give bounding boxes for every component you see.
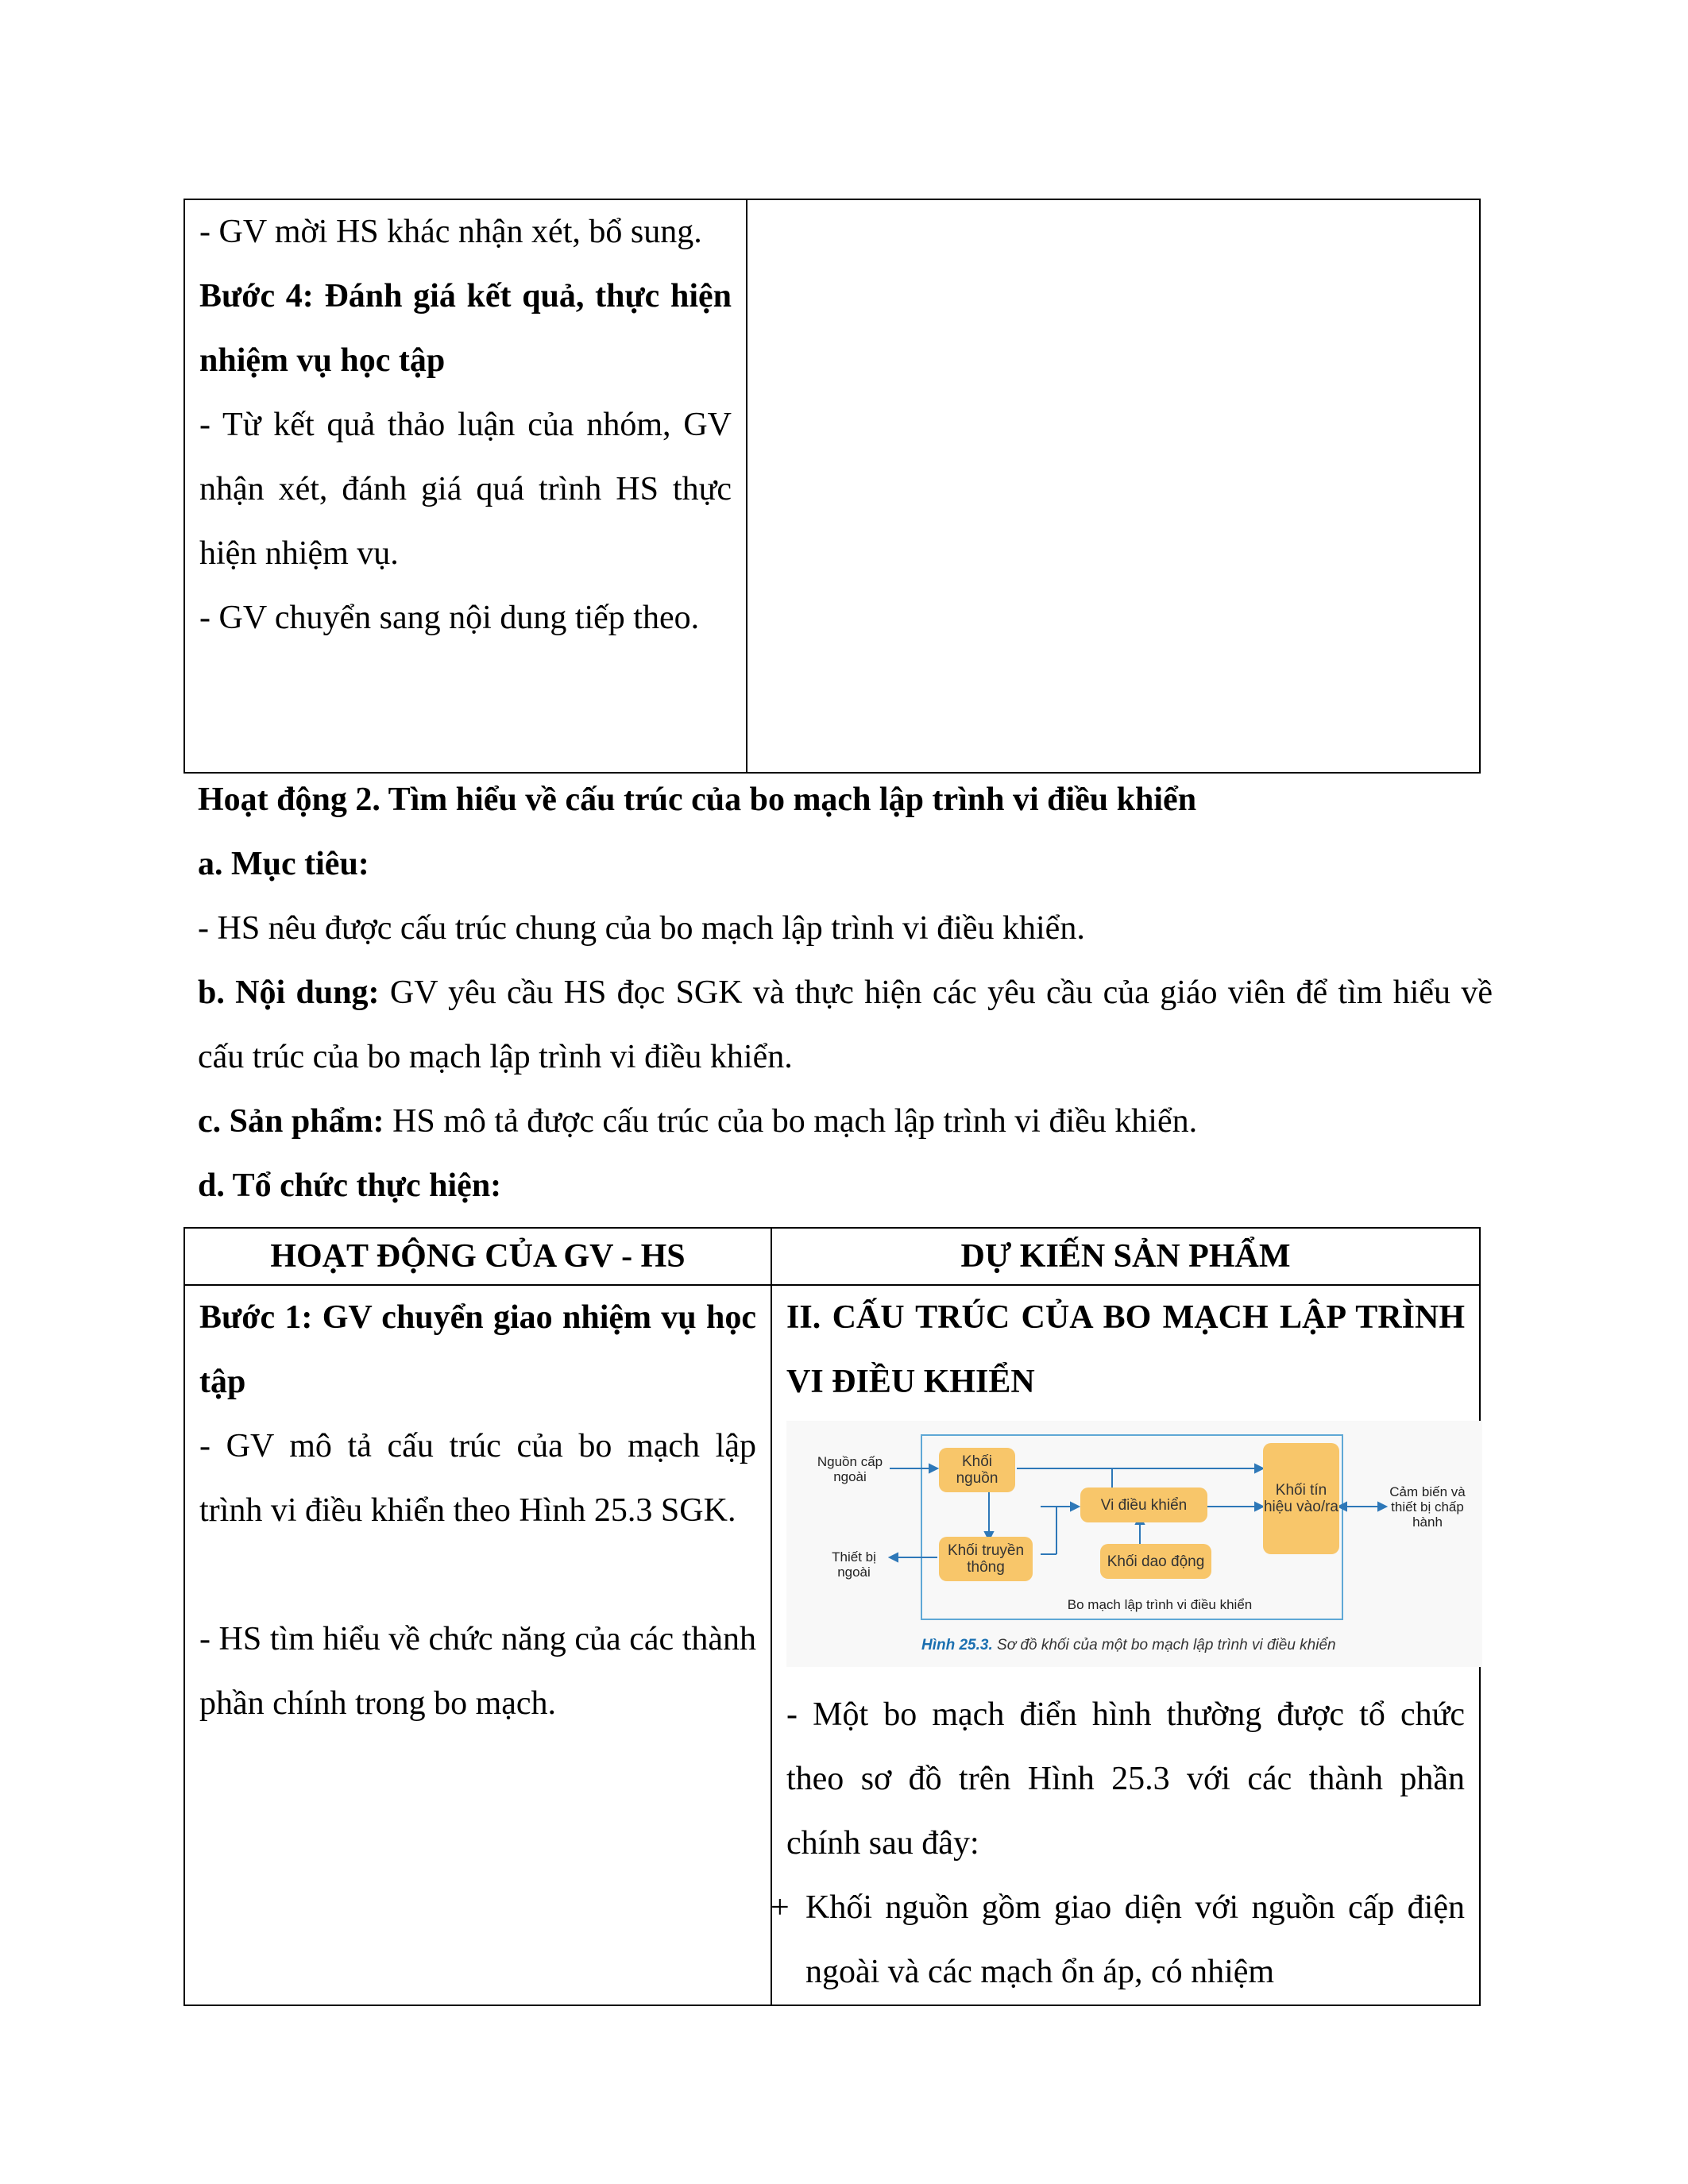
oscillator-block: Khối dao động — [1100, 1544, 1211, 1579]
left-body-cell — [184, 1285, 771, 2005]
comm-block: Khối truyền thông — [939, 1537, 1033, 1581]
sensor-actuator-label: Cảm biến và thiết bị chấp hành — [1389, 1484, 1466, 1530]
board-label: Bo mạch lập trình vi điều khiển — [1067, 1597, 1253, 1612]
bullet-power-block — [771, 1876, 1465, 2005]
power-block-text: Khối nguồn gồm giao diện với nguồn cấp điện ngoài và các mạch ổn áp, có nhiệm — [805, 1889, 1465, 1990]
header-expected-product: DỰ KIẾN SẢN PHẨM — [771, 1228, 1480, 1285]
product-paragraph — [198, 1090, 1493, 1154]
figure-number: Hình 25.3. — [921, 1637, 993, 1653]
continued-left-cell — [184, 199, 747, 773]
ext-power-label: Nguồn cấp ngoài — [817, 1454, 883, 1484]
figure-caption — [921, 1637, 1336, 1654]
continued-right-cell — [747, 199, 1480, 773]
objective-text: - HS nêu được cấu trúc chung của bo mạch lập trình vi điều khiển. — [198, 910, 1085, 947]
step4-text-1: - Từ kết quả thảo luận của nhóm, GV nhận xét, đánh giá quá trình HS thực hiện nhiệm vụ. — [199, 407, 732, 572]
power-block: Khối nguồn — [939, 1448, 1015, 1492]
ext-device-label: Thiết bị ngoài — [832, 1549, 876, 1580]
figure-caption-text: Sơ đồ khối của một bo mạch lập trình vi điều khiển — [992, 1637, 1336, 1653]
content-label: b. Nội dung: — [198, 974, 380, 1011]
step1-heading: Bước 1: GV chuyển giao nhiệm vụ học tập — [199, 1299, 756, 1400]
content-text: GV yêu cầu HS đọc SGK và thực hiện các yêu cầu của giáo viên để tìm hiểu về cấu trúc của bo mạch lập trình vi điều khiển. — [198, 974, 1493, 1075]
bullet-marker: + — [771, 1889, 790, 1926]
step4-heading: Bước 4: Đánh giá kết quả, thực hiện nhiệm vụ học tập — [199, 278, 732, 379]
activity-table — [183, 1227, 1481, 2006]
right-body-cell — [771, 1285, 1480, 2005]
io-block: Khối tín hiệu vào/ra — [1263, 1443, 1339, 1554]
header-teacher-student: HOẠT ĐỘNG CỦA GV - HS — [184, 1228, 771, 1285]
teacher-describe-text: - GV mô tả cấu trúc của bo mạch lập trình vi điều khiển theo Hình 25.3 SGK. — [199, 1428, 756, 1529]
activity-title: Hoạt động 2. Tìm hiểu về cấu trúc của bo mạch lập trình vi điều khiển — [198, 781, 1197, 818]
mcu-block: Vi điều khiển — [1080, 1488, 1207, 1522]
content-paragraph — [198, 961, 1493, 1090]
structure-heading: II. CẤU TRÚC CỦA BO MẠCH LẬP TRÌNH VI ĐIỀU KHIỂN — [786, 1299, 1465, 1400]
student-research-text: - HS tìm hiểu về chức năng của các thành phần chính trong bo mạch. — [199, 1621, 756, 1722]
product-label: c. Sản phẩm: — [198, 1103, 384, 1140]
block-diagram-figure — [786, 1421, 1482, 1667]
objective-label: a. Mục tiêu: — [198, 846, 369, 882]
organize-label: d. Tổ chức thực hiện: — [198, 1167, 502, 1204]
continued-table — [183, 199, 1481, 774]
activity-section — [198, 768, 1493, 1218]
step4-text-2: - GV chuyển sang nội dung tiếp theo. — [199, 600, 700, 636]
product-text: HS mô tả được cấu trúc của bo mạch lập trình vi điều khiển. — [384, 1103, 1198, 1140]
invite-comment-text: - GV mời HS khác nhận xét, bổ sung. — [199, 214, 702, 250]
structure-intro-text: - Một bo mạch điển hình thường được tổ chức theo sơ đồ trên Hình 25.3 với các thành phần chính sau đây: — [786, 1696, 1465, 1862]
